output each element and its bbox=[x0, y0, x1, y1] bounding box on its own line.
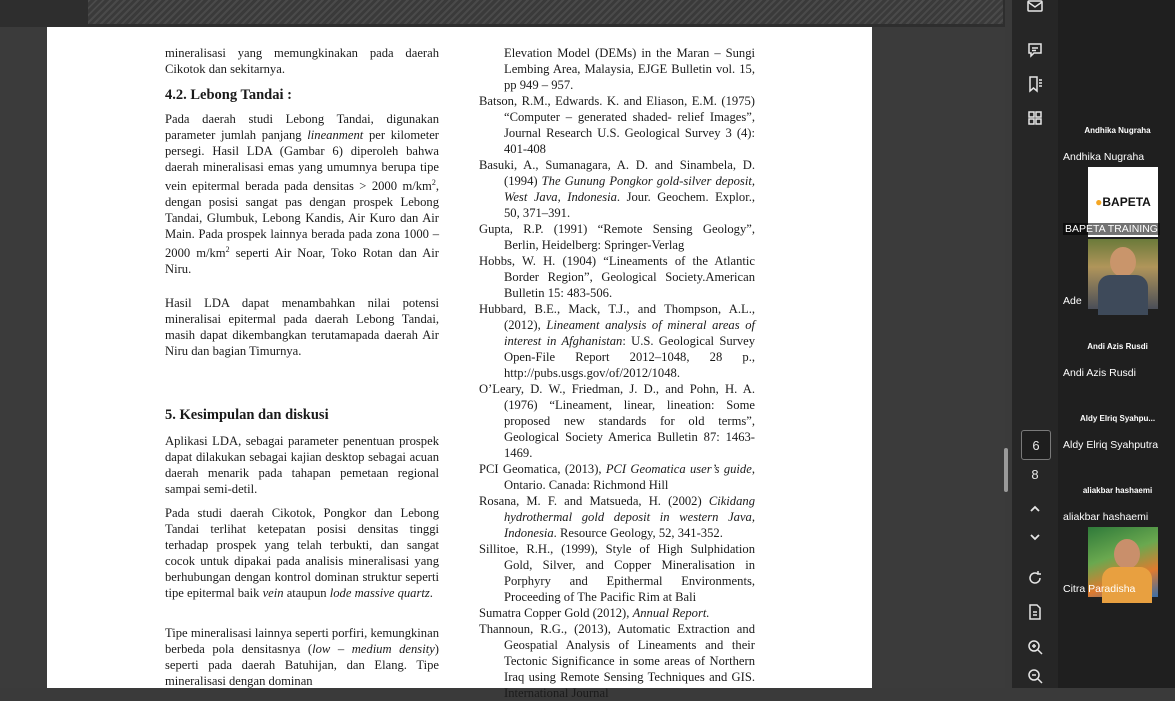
participant-name: Citra Paradisha bbox=[1063, 583, 1136, 595]
paragraph: Aplikasi LDA, sebagai parameter penentuan prospek dapat dilakukan sebagai kajian desktop sebagai acuan daerah menarik pada tahapan pemetaan regional sampai semi-detil. bbox=[165, 434, 439, 496]
rotate-icon[interactable] bbox=[1012, 563, 1058, 593]
paragraph: Hasil LDA dapat menambahkan nilai potensi mineralisai epitermal pada daerah Lebong Tandai, masih dapat dikembangkan terutamapada daerah Air Niru dan bagian Timurnya. bbox=[165, 296, 439, 358]
participant-gallery bbox=[1060, 95, 1175, 598]
comment-icon[interactable] bbox=[1012, 35, 1058, 65]
current-page-input[interactable]: 6 bbox=[1021, 430, 1051, 460]
reference: Basuki, A., Sumanagara, A. D. and Sinambela, D. (1994) The Gunung Pongkor gold-silver deposit, West Java, Indonesia. Jour. Geochem. Explor., 50, 371–391. bbox=[479, 158, 755, 220]
paragraph: Pada daerah studi Lebong Tandai, digunakan parameter jumlah panjang lineanment per kilometer persegi. Hasil LDA (Gambar 6) diperoleh bahwa daerah mineralisasi emas yang umumnya berupa tipe vein epitermal berada pada densitas > 2000 $m/km^2$, dengan posisi sangat pas dengan prospek Lebong Tandai, Glumbuk, Lebong Kandis, Air Kuro dan Air Main. Pada prospek lainnya berada pada zona 1000 – 2000 $m/km^2$ seperti Air Noar, Toko Rotan dan Air Niru. bbox=[165, 112, 439, 277]
reference: Gupta, R.P. (1991) “Remote Sensing Geology”, Berlin, Heidelberg: Springer-Verlag bbox=[479, 222, 755, 252]
reference: Hobbs, W. H. (1904) “Lineaments of the Atlantic Border Region”, Geological Society.American Bulletin 15: 483-506. bbox=[479, 254, 755, 300]
mail-icon[interactable] bbox=[1012, 0, 1058, 21]
participant-tile[interactable]: Andhika Nugraha Andhika Nugraha bbox=[1063, 126, 1151, 163]
paragraph: mineralisasi yang memungkinakan pada daerah Cikotok dan sekitarnya. bbox=[165, 46, 439, 76]
reference: Hubbard, B.E., Mack, T.J., and Thompson, A.L., (2012), Lineament analysis of mineral areas of interest in Afghanistan: U.S. Geological Survey Open-File Report 2012–1048, 28 p., http://pubs.usgs.gov/of/2012/1048. bbox=[479, 302, 756, 380]
bapeta-logo: ●BAPETA bbox=[1088, 167, 1158, 237]
bookmark-list-icon[interactable] bbox=[1012, 69, 1058, 99]
reference: Sillitoe, R.H., (1999), Style of High Sulphidation Gold, Silver, and Copper Mineralisation in Porphyry and Epithermal Environments, Proceeding of The Pacific Rim at Bali bbox=[479, 542, 755, 604]
page-up-icon[interactable] bbox=[1012, 494, 1058, 524]
reference: Rosana, M. F. and Matsueda, H. (2002) Cikidang hydrothermal gold deposit in western Java, Indonesia. Resource Geology, 52, 341-352. bbox=[479, 494, 755, 540]
reference-continued: Elevation Model (DEMs) in the Maran – Sungi Lembing Area, Malaysia, EJGE Bulletin vol. 15, pp 949 – 957. bbox=[504, 46, 755, 92]
grid-icon[interactable] bbox=[1012, 103, 1058, 133]
participant-name: Aldy Elriq Syahputra bbox=[1063, 439, 1159, 451]
page-info-icon[interactable] bbox=[1012, 597, 1058, 627]
zoom-in-icon[interactable] bbox=[1012, 632, 1058, 662]
participant-tile[interactable]: aliakbar hashaemi aliakbar hashaemi bbox=[1063, 486, 1153, 523]
paragraph: Tipe mineralisasi lainnya seperti porfiri, kemungkinan berbeda pola densitasnya (low – medium density) seperti pada daerah Batuhijan, dan Elang. Tipe mineralisasi dengan dominan bbox=[165, 626, 439, 688]
reference: O’Leary, D. W., Friedman, J. D., and Pohn, H. A. (1976) “Lineament, linear, lineation: Some proposed new standards for old terms”, Geological Society America Bulletin 87: 1463-1469. bbox=[479, 382, 755, 460]
viewer-toolbar bbox=[1012, 0, 1058, 688]
reference: PCI Geomatica, (2013), PCI Geomatica user’s guide, Ontario. Canada: Richmond Hill bbox=[479, 462, 755, 492]
reference: Batson, R.M., Edwards. K. and Eliason, E.M. (1975) “Computer – generated shaded- relief Images”, Journal Research U.S. Geological Survey 3 (4): 401-408 bbox=[479, 94, 755, 156]
participant-tile[interactable] bbox=[1060, 527, 1175, 599]
scrollbar-thumb[interactable] bbox=[1004, 448, 1008, 492]
pdf-page bbox=[47, 27, 872, 700]
reference: Thannoun, R.G., (2013), Automatic Extraction and Geospatial Analysis of Lineaments and their Tectonic Significance in some areas of Northern Iraq using Remote Sensing Techniques and GIS. International Journal bbox=[479, 622, 755, 700]
participant-name: Andi Azis Rusdi bbox=[1063, 367, 1136, 379]
hatch-bar bbox=[88, 0, 1003, 24]
top-strip bbox=[0, 0, 1005, 27]
participant-tile[interactable] bbox=[1060, 239, 1175, 311]
participant-video bbox=[1088, 239, 1158, 309]
reference: Sumatra Copper Gold (2012), Annual Report. bbox=[479, 606, 710, 620]
participant-name: Andhika Nugraha bbox=[1063, 151, 1145, 163]
participant-name: BAPETA TRAINING bbox=[1065, 223, 1158, 235]
participant-name: Ade bbox=[1063, 295, 1082, 307]
section-heading: 4.2. Lebong Tandai : bbox=[165, 87, 292, 103]
section-heading: 5. Kesimpulan dan diskusi bbox=[165, 407, 329, 423]
participant-name: aliakbar hashaemi bbox=[1063, 511, 1149, 523]
participant-tile[interactable] bbox=[1060, 167, 1175, 239]
page-down-icon[interactable] bbox=[1012, 522, 1058, 552]
total-pages: 8 bbox=[1031, 467, 1039, 482]
avatar bbox=[1110, 247, 1136, 277]
paragraph: Pada studi daerah Cikotok, Pongkor dan Lebong Tandai terlihat ketepatan posisi densitas tinggi terhadap prospek yang telah terbukti, dan sangat cocok untuk dipakai pada analisis mineralisasi yang berhubungan dengan kontrol dominan struktur seperti tipe epitermal baik vein ataupun lode massive quartz. bbox=[165, 506, 439, 600]
participant-tile[interactable]: Andi Azis Rusdi Andi Azis Rusdi bbox=[1063, 342, 1148, 379]
pdf-viewer[interactable] bbox=[0, 27, 1005, 700]
avatar bbox=[1114, 539, 1140, 569]
participant-tile[interactable]: Aldy Elriq Syahpu... Aldy Elriq Syahputra bbox=[1063, 414, 1159, 451]
zoom-out-icon[interactable] bbox=[1012, 661, 1058, 691]
